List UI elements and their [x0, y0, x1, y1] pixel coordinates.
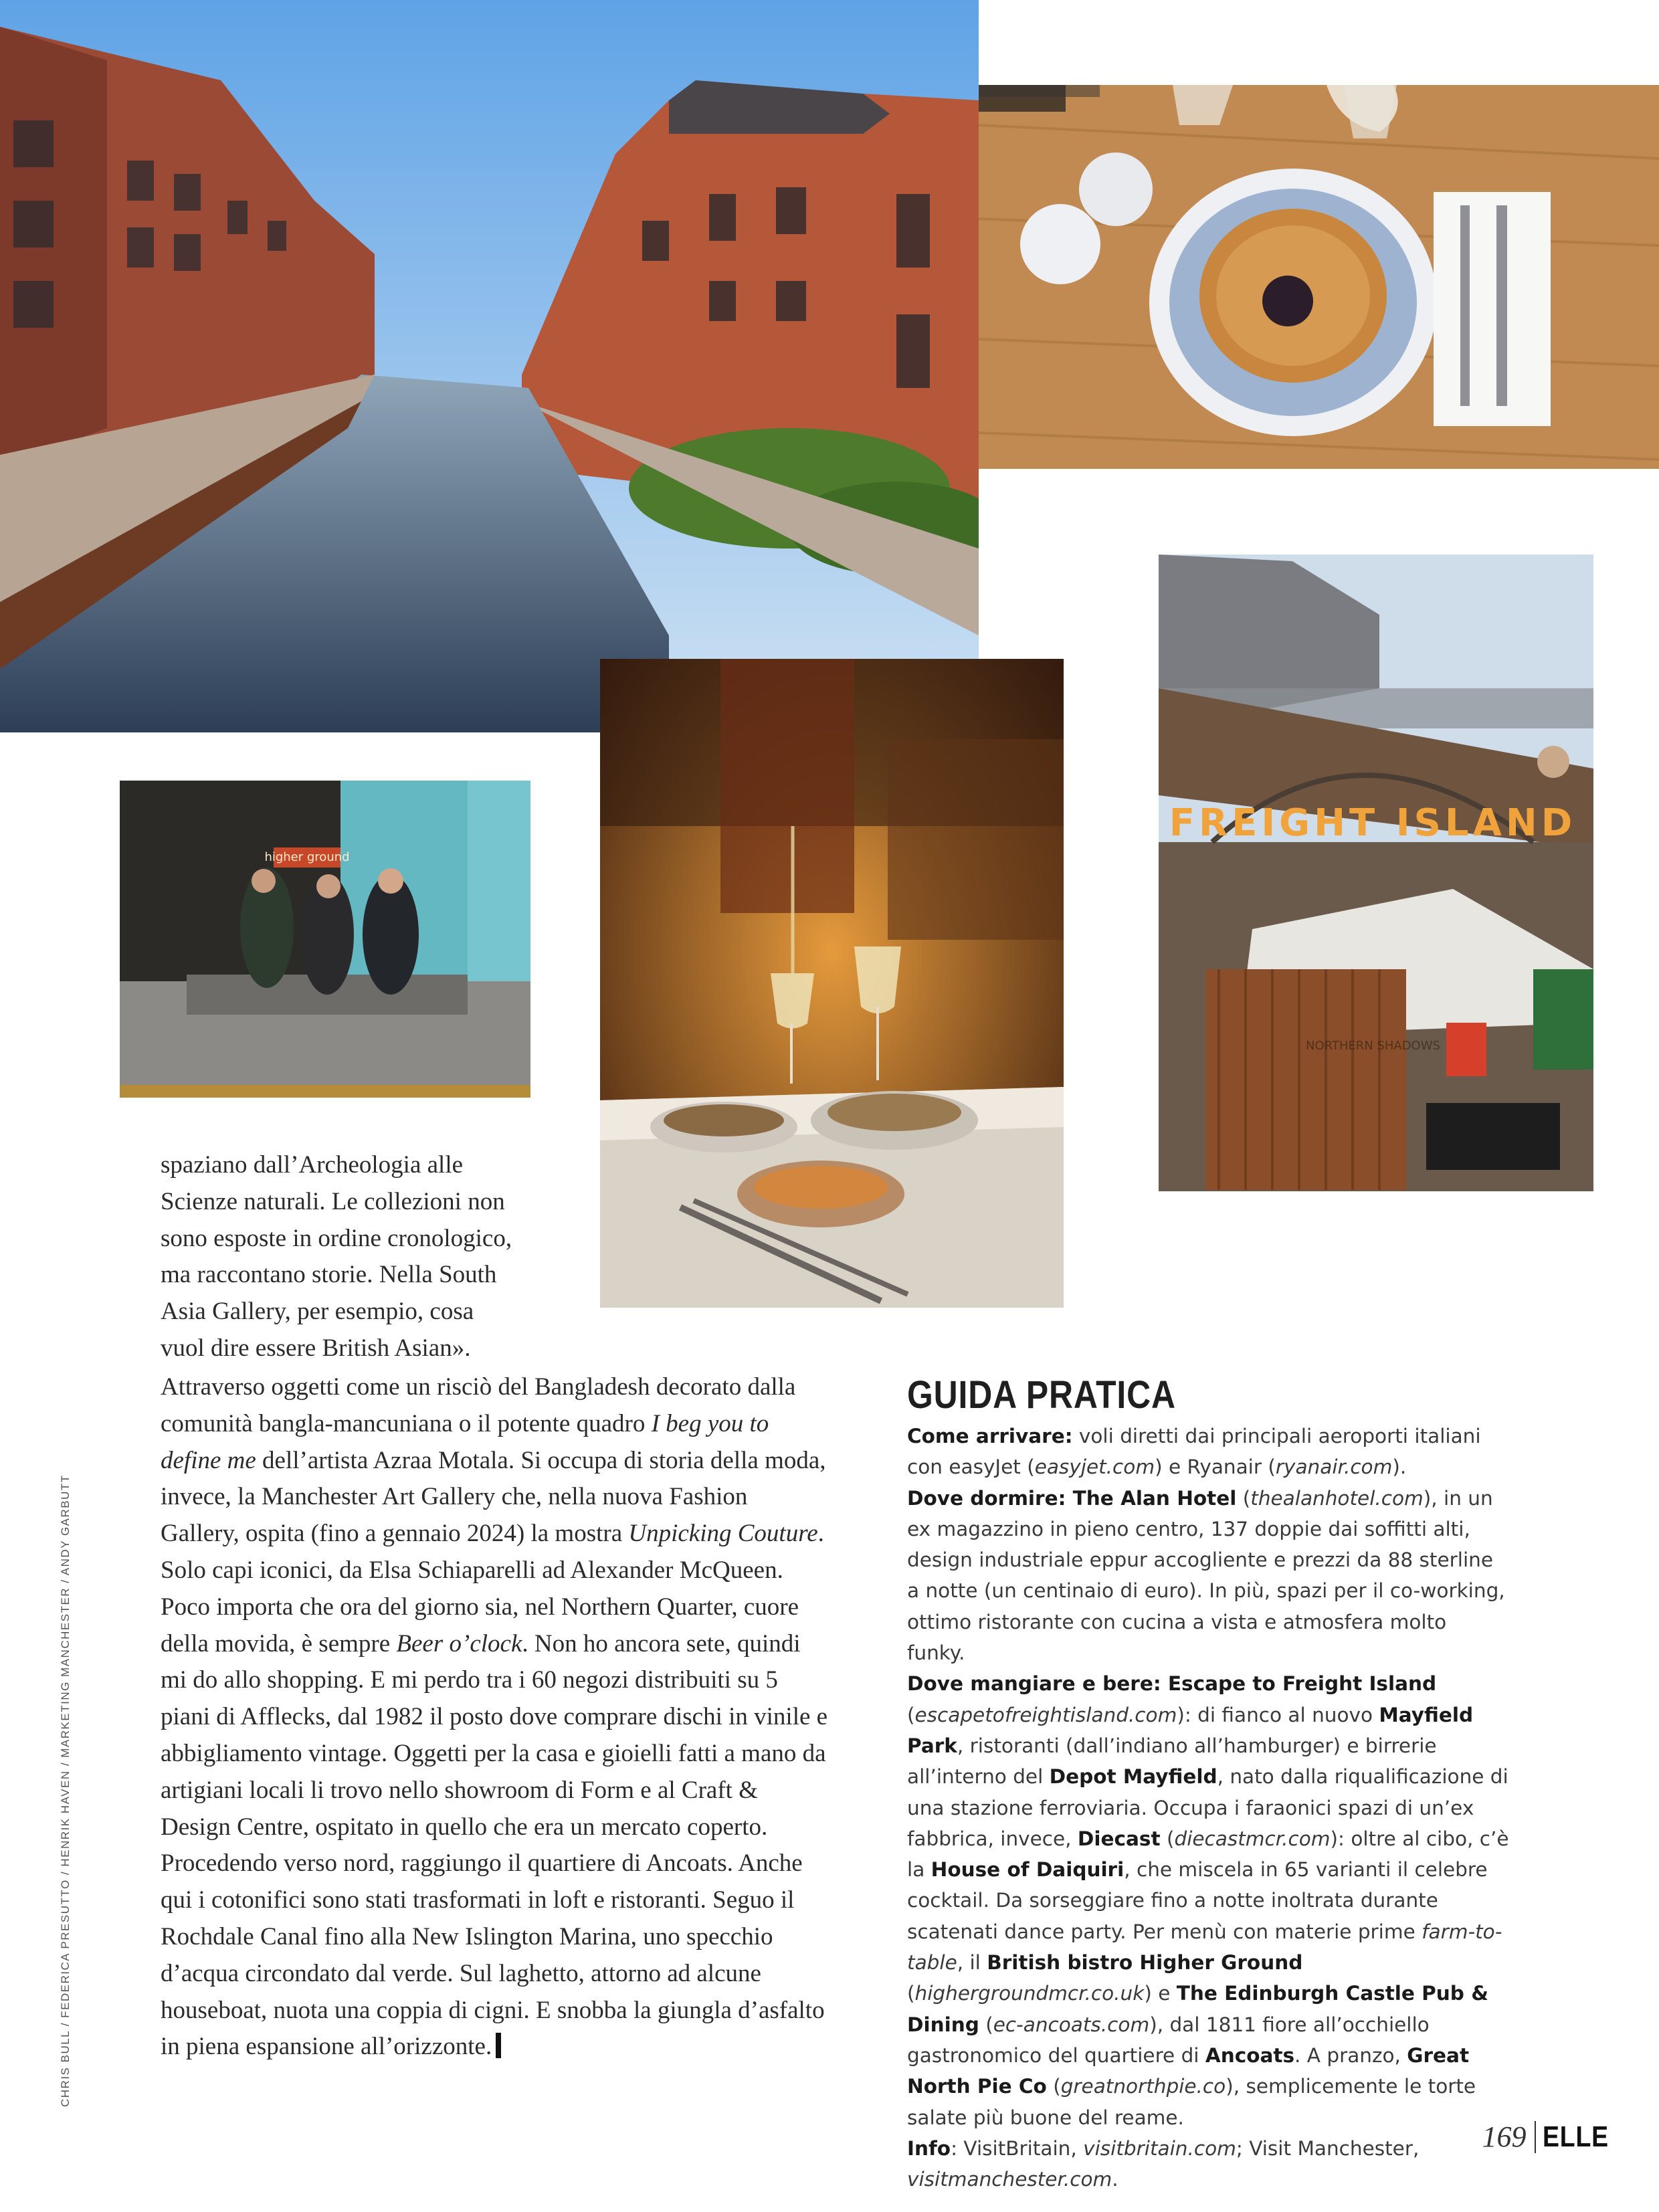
- guide-arrive: Come arrivare: voli diretti dai principali aeroporti italiani con easyJet (easyjet.com) e Ryanair (ryanair.com).: [907, 1425, 1481, 1479]
- link-visitbritain[interactable]: visitbritain.com: [1083, 2136, 1236, 2160]
- canal-photo: [0, 0, 979, 732]
- guide-eat: Dove mangiare e bere: Escape to Freight Island (escapetofreightisland.com): di fianco al nuovo Mayfield Park, ristoranti (dall’indiano all’hamburger) e birrerie all’interno del Depot Mayfield, nato dalla riqualificazione di una stazione ferroviaria. Occupa i faraonici spazi di un’ex fabbrica, invece, Diecast (diecastmcr.com): oltre al cibo, c’è la House of Daiquiri, che miscela in 65 varianti il celebre cocktail. Da sorseggiare fino a notte inoltrata durante scatenati dance party. Per menù con materie prime farm-to-table, il British bistro Higher Ground (highergroundmcr.co.uk) e The Edinburgh Castle Pub & Dining (ec-ancoats.com), dal 1811 fiore all’occhiello gastronomico del quartiere di Ancoats. A pranzo, Great North Pie Co (greatnorthpie.co), semplicemente le torte salate più buone del reame.: [907, 1672, 1509, 2129]
- article-intro: [161, 1147, 575, 1367]
- folio-divider: [1535, 2121, 1536, 2153]
- artwork-title: I beg you to define me: [161, 1409, 769, 1474]
- link-alan-hotel[interactable]: thealanhotel.com: [1250, 1486, 1424, 1510]
- trio-neon-sign: higher ground: [264, 850, 350, 864]
- article-line: Scienze naturali. Le collezioni non: [161, 1187, 505, 1215]
- link-diecast[interactable]: diecastmcr.com: [1174, 1827, 1331, 1850]
- guide-title: GUIDA PRATICA: [907, 1373, 1176, 1417]
- restaurant-photo: [600, 659, 1064, 1308]
- article-line: vuol dire essere British Asian».: [161, 1334, 471, 1362]
- article-line: sono esposte in ordine cronologico,: [161, 1224, 512, 1252]
- article-paragraph: Attraverso oggetti come un risciò del Bangladesh decorato dalla comunità bangla-mancuniana o il potente quadro I beg you to define me dell’artista Azraa Motala. Si occupa di storia della moda, invece, la Manchester Art Gallery che, nella nuova Fashion Gallery, ospita (fino a gennaio 2024) la mostra Unpicking Couture. Solo capi iconici, da Elsa Schiaparelli ad Alexander McQueen. Poco importa che ora del giorno sia, nel Northern Quarter, cuore della movida, è sempre Beer o’clock. Non ho ancora sete, quindi mi do allo shopping. E mi perdo tra i 60 negozi distribuiti su 5 piani di Afflecks, dal 1982 il posto dove comprare dischi in vinile e abbigliamento vintage. Oggetti per la casa e gioielli fatti a mano da artigiani locali li trovo nello showroom di Form e al Craft & Design Centre, ospitato in quello che era un mercato coperto. Procedendo verso nord, raggiungo il quartiere di Ancoats. Anche qui i cotonifici sono stati trasformati in loft e ristoranti. Seguo il Rochdale Canal fino alla New Islington Marina, uno specchio d’acqua circondato dal verde. Sul laghetto, attorno ad alcune houseboat, nuota una coppia di cigni. E snobba la giungla d’asfalto in piena espansione all’orizzonte.: [161, 1373, 828, 2061]
- fence-text: NORTHERN SHADOWS: [1306, 1039, 1440, 1053]
- page-number: 169: [1482, 2120, 1527, 2153]
- link-visitmanchester[interactable]: visitmanchester.com: [907, 2168, 1112, 2191]
- end-mark: [496, 2033, 501, 2058]
- article-body: [161, 1369, 830, 2066]
- link-edinburgh-castle[interactable]: ec-ancoats.com: [993, 2013, 1150, 2036]
- link-ryanair[interactable]: ryanair.com: [1275, 1455, 1393, 1479]
- article-line: spaziano dall’Archeologia alle: [161, 1151, 464, 1179]
- photo-credit: CHRIS BULL / FEDERICA PRESUTTO / HENRIK HAVEN / MARKETING MANCHESTER / ANDY GARBUTT: [59, 1474, 72, 2107]
- guide-info: Info: VisitBritain, visitbritain.com; Visit Manchester, visitmanchester.com.: [907, 2136, 1420, 2191]
- pie-photo: [979, 85, 1659, 469]
- link-higher-ground[interactable]: highergroundmcr.co.uk: [914, 1982, 1145, 2005]
- article-line: ma raccontano storie. Nella South: [161, 1261, 497, 1289]
- link-freight-island[interactable]: escapetofreightisland.com: [914, 1703, 1177, 1726]
- link-easyjet[interactable]: easyjet.com: [1034, 1455, 1155, 1479]
- guide-sleep: Dove dormire: The Alan Hotel (thealanhotel.com), in un ex magazzino in pieno centro, 137 doppie dai soffitti alti, design industriale eppur accogliente e prezzi da 88 sterline a notte (un centinaio di euro). In più, spazi per il co-working, ottimo ristorante con cucina a vista e atmosfera molto funky.: [907, 1486, 1505, 1665]
- magazine-logo: ELLE: [1542, 2120, 1609, 2153]
- link-great-north-pie[interactable]: greatnorthpie.co: [1060, 2075, 1226, 2098]
- freight-island-sign: FREIGHT ISLAND: [1169, 801, 1577, 845]
- practical-guide: [907, 1371, 1509, 2195]
- freight-island-photo: [1159, 555, 1593, 1191]
- page-folio: [1482, 2117, 1620, 2157]
- trio-photo: [120, 781, 530, 1098]
- beer-oclock: Beer o’clock: [396, 1629, 522, 1657]
- exhibition-title: Unpicking Couture: [628, 1520, 818, 1548]
- article-line: Asia Gallery, per esempio, cosa: [161, 1298, 474, 1326]
